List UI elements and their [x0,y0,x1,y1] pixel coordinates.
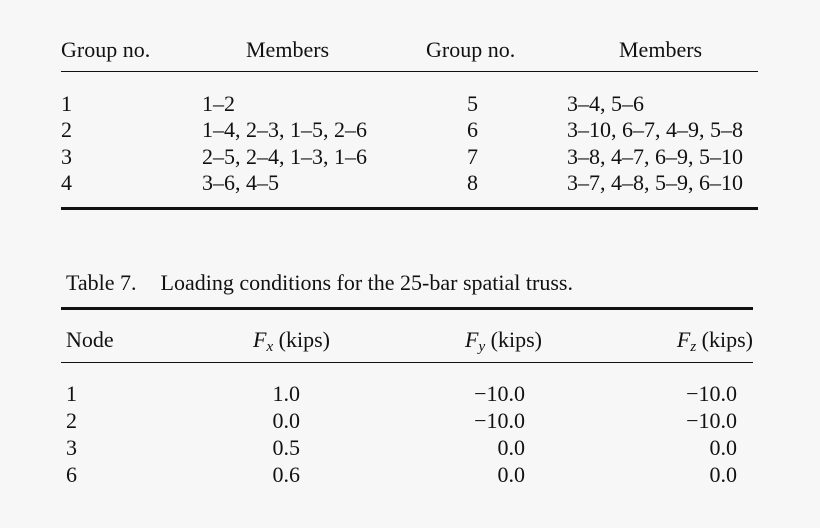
caption-text: Loading conditions for the 25-bar spatial truss. [160,270,573,295]
node-cell: 3 [66,435,77,460]
fz-cell: 0.0 [709,462,737,487]
table6-header-rule [61,71,758,72]
fz-cell: −10.0 [686,408,737,433]
caption-label: Table 7. [66,270,137,295]
table-caption [66,270,573,296]
header-node: Node [66,327,114,352]
members-cell: 1–2 [202,91,235,116]
table6-bottom-rule [61,207,758,210]
fy-cell: −10.0 [474,381,525,406]
group-no-cell: 2 [61,117,72,142]
header-members-2: Members [619,37,703,62]
header-fz: $F_z$ (kips) [676,327,753,355]
members-cell: 3–6, 4–5 [202,170,279,195]
members-cell: 3–10, 6–7, 4–9, 5–8 [567,117,743,142]
fz-cell: −10.0 [686,381,737,406]
group-no-cell: 1 [61,91,72,116]
group-no-cell: 8 [467,170,478,195]
fx-cell: 1.0 [272,381,300,406]
node-cell: 6 [66,462,77,487]
group-no-cell: 7 [467,144,478,169]
table7-header-rule [61,362,753,363]
header-fy: $F_y$ (kips) [465,327,542,355]
header-members-1: Members [246,37,330,62]
header-fx: $F_x$ (kips) [253,327,330,355]
header-group-no-2: Group no. [426,37,516,62]
group-no-cell: 5 [467,91,478,116]
fx-cell: 0.0 [272,408,300,433]
members-cell: 2–5, 2–4, 1–3, 1–6 [202,144,367,169]
table7-top-rule [61,307,753,310]
node-cell: 2 [66,408,77,433]
fy-cell: −10.0 [474,408,525,433]
group-no-cell: 4 [61,170,72,195]
fy-cell: 0.0 [497,462,525,487]
members-cell: 1–4, 2–3, 1–5, 2–6 [202,117,367,142]
members-cell: 3–7, 4–8, 5–9, 6–10 [567,170,743,195]
fy-cell: 0.0 [497,435,525,460]
fx-cell: 0.5 [272,435,300,460]
group-no-cell: 3 [61,144,72,169]
members-cell: 3–8, 4–7, 6–9, 5–10 [567,144,743,169]
fz-cell: 0.0 [709,435,737,460]
header-group-no-1: Group no. [61,37,151,62]
group-no-cell: 6 [467,117,478,142]
members-cell: 3–4, 5–6 [567,91,644,116]
fx-cell: 0.6 [272,462,300,487]
node-cell: 1 [66,381,77,406]
